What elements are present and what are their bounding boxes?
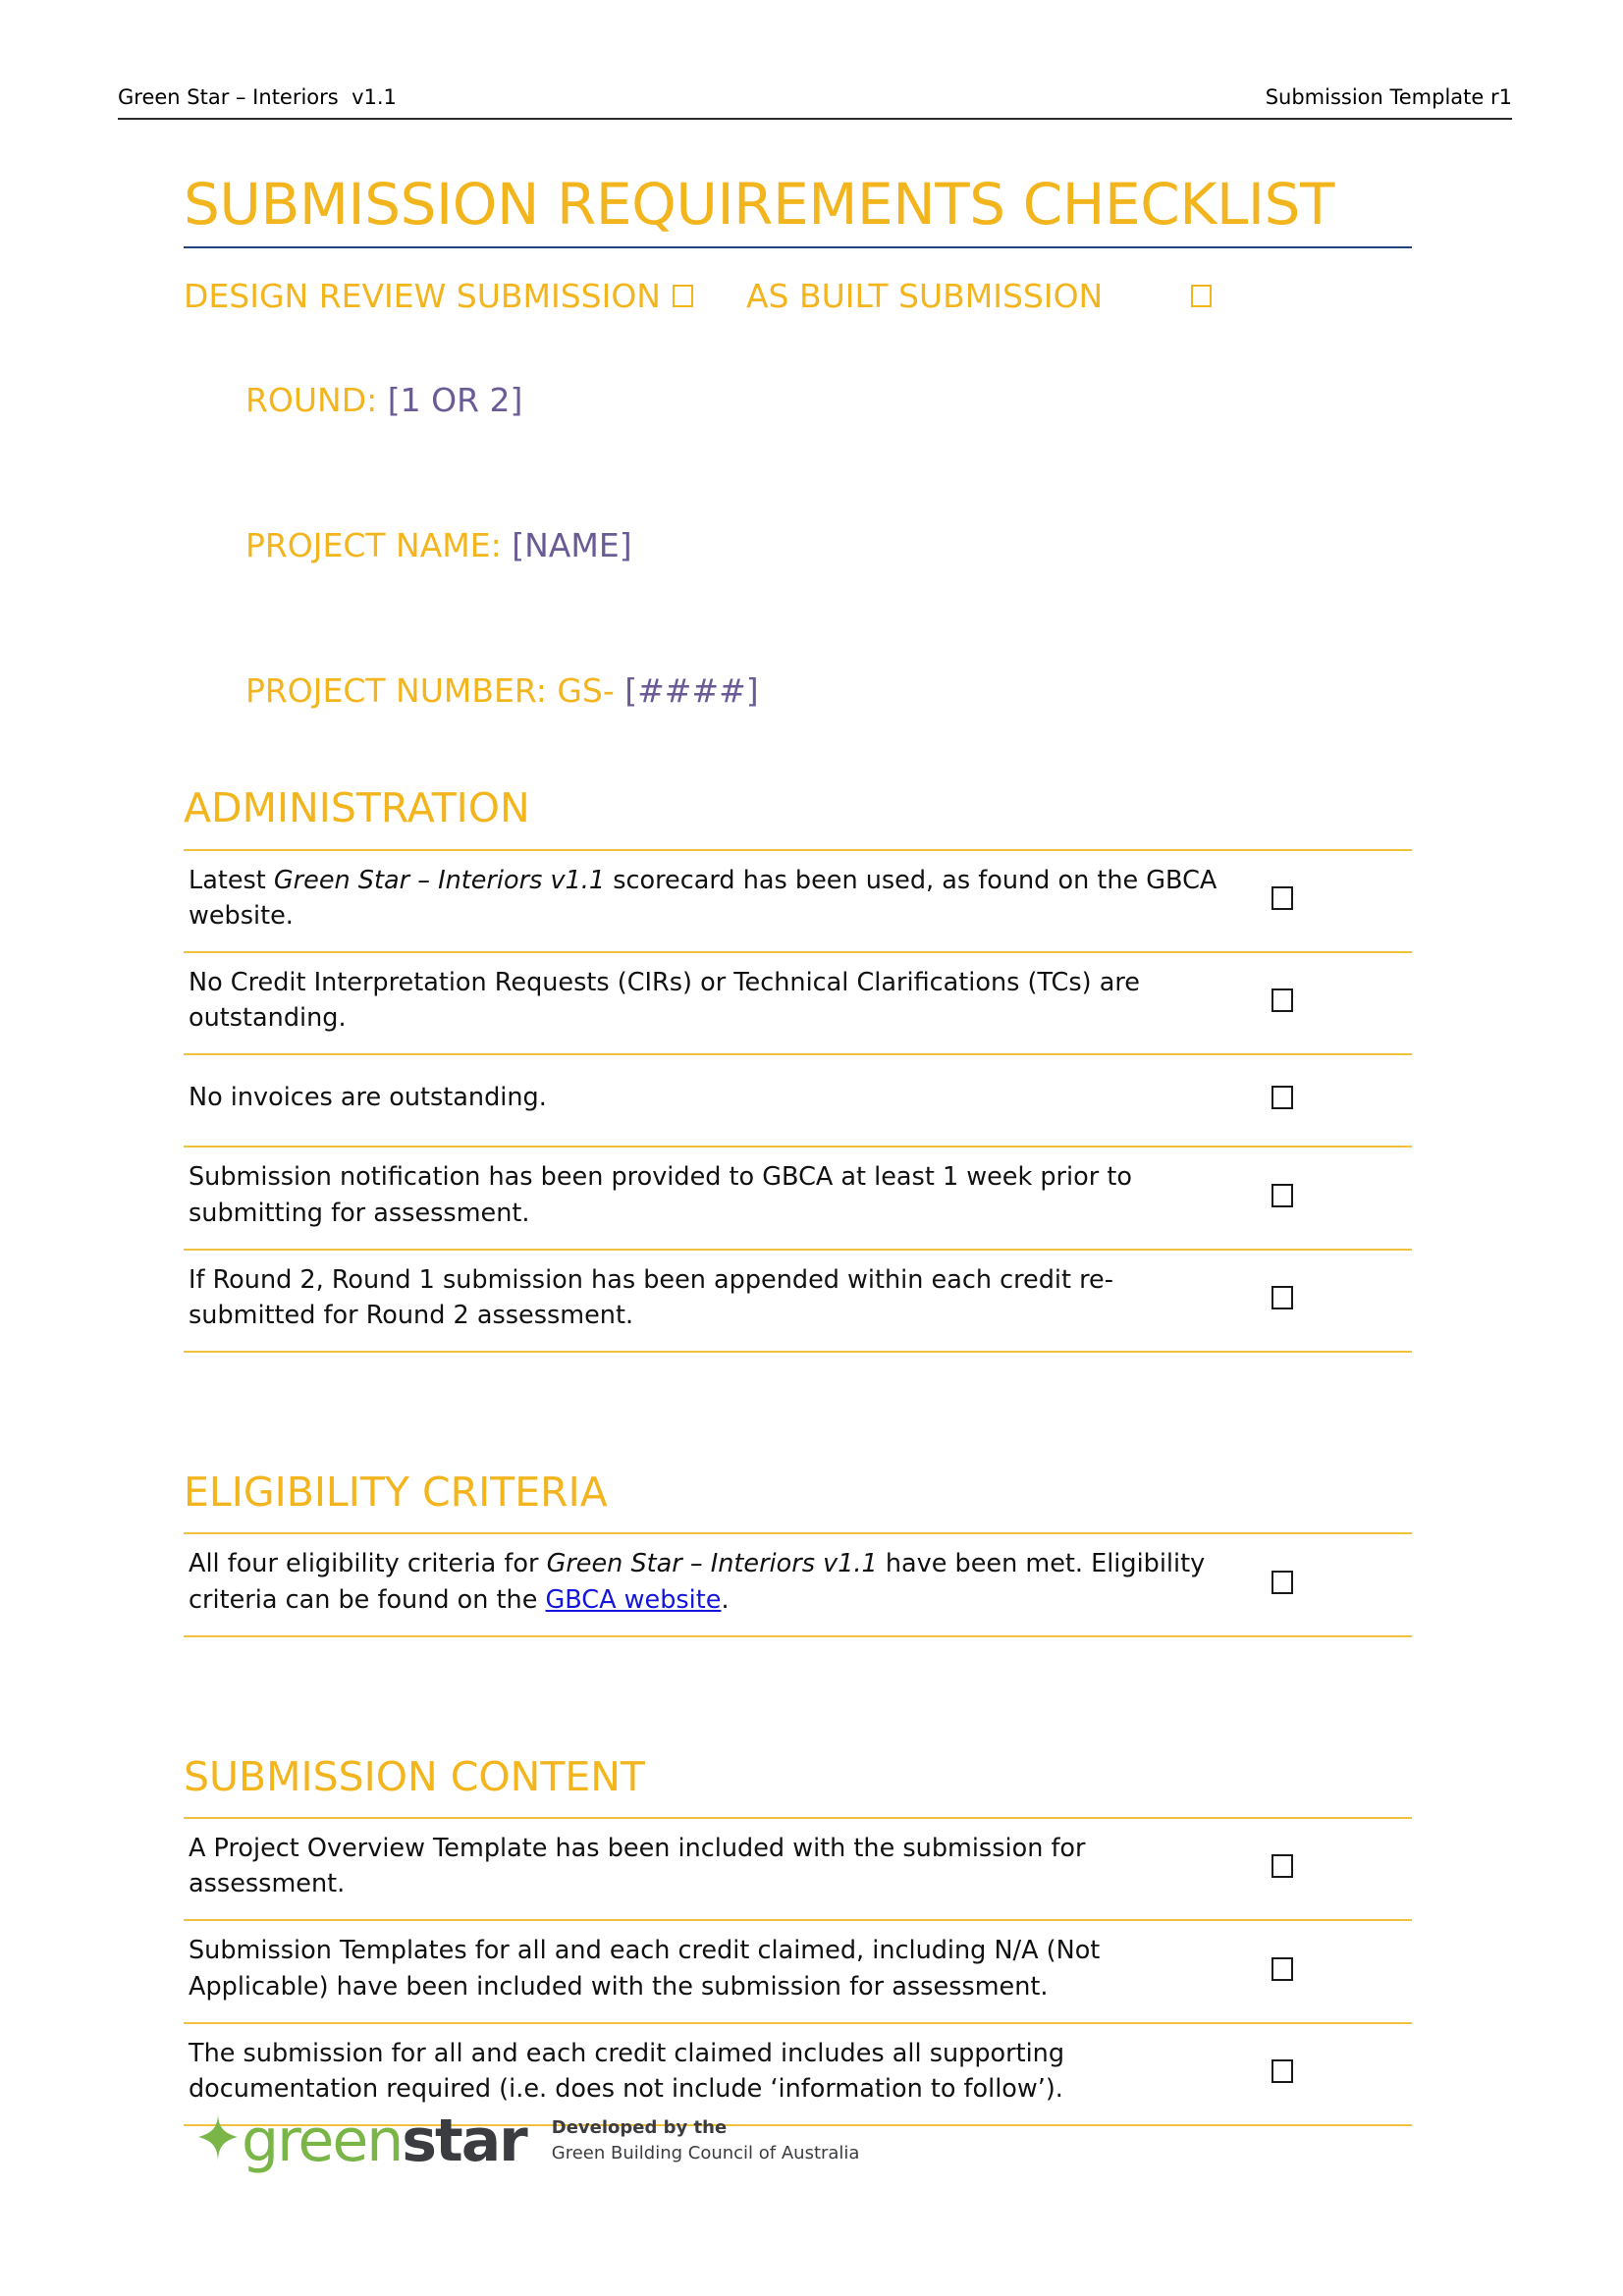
checkbox-cell xyxy=(1239,2059,1412,2083)
checklist-item-text xyxy=(184,2036,1239,2107)
section-heading: ELIGIBILITY CRITERIA xyxy=(184,1468,608,1517)
greenstar-star-icon xyxy=(192,2112,240,2163)
checklist-item-text xyxy=(184,1159,1239,1230)
checklist-item-text xyxy=(184,1831,1239,1901)
checklist-table xyxy=(184,849,1412,1354)
checklist-sections xyxy=(184,784,1412,2189)
checkbox-cell xyxy=(1239,1086,1412,1109)
table-row xyxy=(184,1148,1412,1250)
document-header xyxy=(118,86,1512,120)
rating-tool-name: Green Star – Interiors v1.1 xyxy=(273,865,606,895)
as-built-label: AS BUILT SUBMISSION xyxy=(745,276,1104,315)
checkbox-cell xyxy=(1239,1854,1412,1878)
field-round-label: ROUND: xyxy=(244,381,378,420)
field-project-number-value[interactable]: [####] xyxy=(624,670,759,710)
logo-word-star: star xyxy=(402,2107,526,2175)
checkbox-cell xyxy=(1239,988,1412,1012)
text-run: No Credit Interpretation Requests (CIRs) or Technical Clarifications (TCs) are outstanding. xyxy=(189,968,1140,1034)
table-row xyxy=(184,1055,1412,1148)
checklist-checkbox[interactable] xyxy=(1271,1184,1293,1207)
checklist-item-text xyxy=(184,1546,1239,1617)
field-project-name-value[interactable]: [NAME] xyxy=(512,526,632,565)
greenstar-wordmark xyxy=(242,2107,526,2175)
checkbox-cell xyxy=(1239,1571,1412,1594)
checklist-table xyxy=(184,1817,1412,2126)
table-row xyxy=(184,1534,1412,1636)
checklist-table xyxy=(184,1532,1412,1636)
logo-word-green: green xyxy=(242,2107,403,2175)
table-row xyxy=(184,1921,1412,2023)
field-round xyxy=(184,340,1412,461)
submission-type-row xyxy=(184,276,1412,316)
text-run: have been met. Eligibility criteria can be found on the xyxy=(189,1549,1206,1615)
checkbox-cell xyxy=(1239,1286,1412,1309)
section-heading: SUBMISSION CONTENT xyxy=(184,1752,645,1800)
checklist-checkbox[interactable] xyxy=(1271,886,1293,910)
field-project-name-label: PROJECT NAME: xyxy=(244,526,502,565)
header-right-text: Submission Template r1 xyxy=(1265,85,1512,109)
text-run: Latest xyxy=(189,865,274,895)
text-run: The submission for all and each credit claimed includes all supporting documentation required (i.e. does not include ‘information to follow’). xyxy=(189,2038,1065,2105)
field-project-number xyxy=(184,630,1412,752)
checklist-checkbox[interactable] xyxy=(1271,988,1293,1012)
gbca-website-link[interactable]: GBCA website xyxy=(545,1584,722,1615)
checkbox-cell xyxy=(1239,1957,1412,1981)
design-review-label: DESIGN REVIEW SUBMISSION xyxy=(184,276,661,315)
header-left-text: Green Star – Interiors v1.1 xyxy=(118,85,397,109)
checklist-item-text xyxy=(184,1933,1239,2003)
text-run: . xyxy=(721,1584,730,1615)
checklist-item-text xyxy=(184,1080,1239,1115)
checklist-checkbox[interactable] xyxy=(1271,1957,1293,1981)
text-run: scorecard has been used, as found on the GBCA website. xyxy=(189,865,1217,931)
as-built-checkbox[interactable] xyxy=(1191,285,1212,307)
tagline-line-1: Developed by the xyxy=(551,2116,728,2138)
field-round-value[interactable]: [1 OR 2] xyxy=(387,381,523,420)
section-spacer xyxy=(184,1637,1412,1700)
checkbox-cell xyxy=(1239,1184,1412,1207)
table-row xyxy=(184,953,1412,1055)
table-row xyxy=(184,1251,1412,1353)
text-run: No invoices are outstanding. xyxy=(189,1083,547,1113)
table-row xyxy=(184,851,1412,953)
document-body xyxy=(184,173,1412,2189)
checklist-checkbox[interactable] xyxy=(1271,1086,1293,1109)
text-run: Submission Templates for all and each credit claimed, including N/A (Not Applicable) have been included with the submission for assessment. xyxy=(189,1936,1101,2002)
field-project-name xyxy=(184,485,1412,607)
checklist-checkbox[interactable] xyxy=(1271,2059,1293,2083)
section-spacer xyxy=(184,1353,1412,1415)
text-run: If Round 2, Round 1 submission has been appended within each credit re-submitted for Round 2 assessment. xyxy=(189,1264,1113,1331)
text-run: All four eligibility criteria for xyxy=(189,1549,547,1579)
section-heading: ADMINISTRATION xyxy=(184,784,530,832)
checklist-checkbox[interactable] xyxy=(1271,1571,1293,1594)
page-title: SUBMISSION REQUIREMENTS CHECKLIST xyxy=(184,173,1412,248)
checkbox-cell xyxy=(1239,886,1412,910)
table-row xyxy=(184,1819,1412,1921)
checklist-checkbox[interactable] xyxy=(1271,1286,1293,1309)
text-run: A Project Overview Template has been included with the submission for assessment. xyxy=(189,1834,1086,1899)
greenstar-tagline xyxy=(552,2115,860,2166)
checklist-item-text xyxy=(184,863,1239,934)
checklist-item-text xyxy=(184,1262,1239,1333)
greenstar-logo xyxy=(192,2107,860,2175)
text-run: Submission notification has been provided to GBCA at least 1 week prior to submitting for assessment. xyxy=(189,1162,1132,1228)
field-project-number-label: PROJECT NUMBER: GS- xyxy=(244,670,615,710)
checklist-item-text xyxy=(184,965,1239,1036)
tagline-line-2: Green Building Council of Australia xyxy=(551,2143,860,2163)
design-review-checkbox[interactable] xyxy=(673,285,693,307)
rating-tool-name: Green Star – Interiors v1.1 xyxy=(546,1549,878,1579)
checklist-checkbox[interactable] xyxy=(1271,1854,1293,1878)
